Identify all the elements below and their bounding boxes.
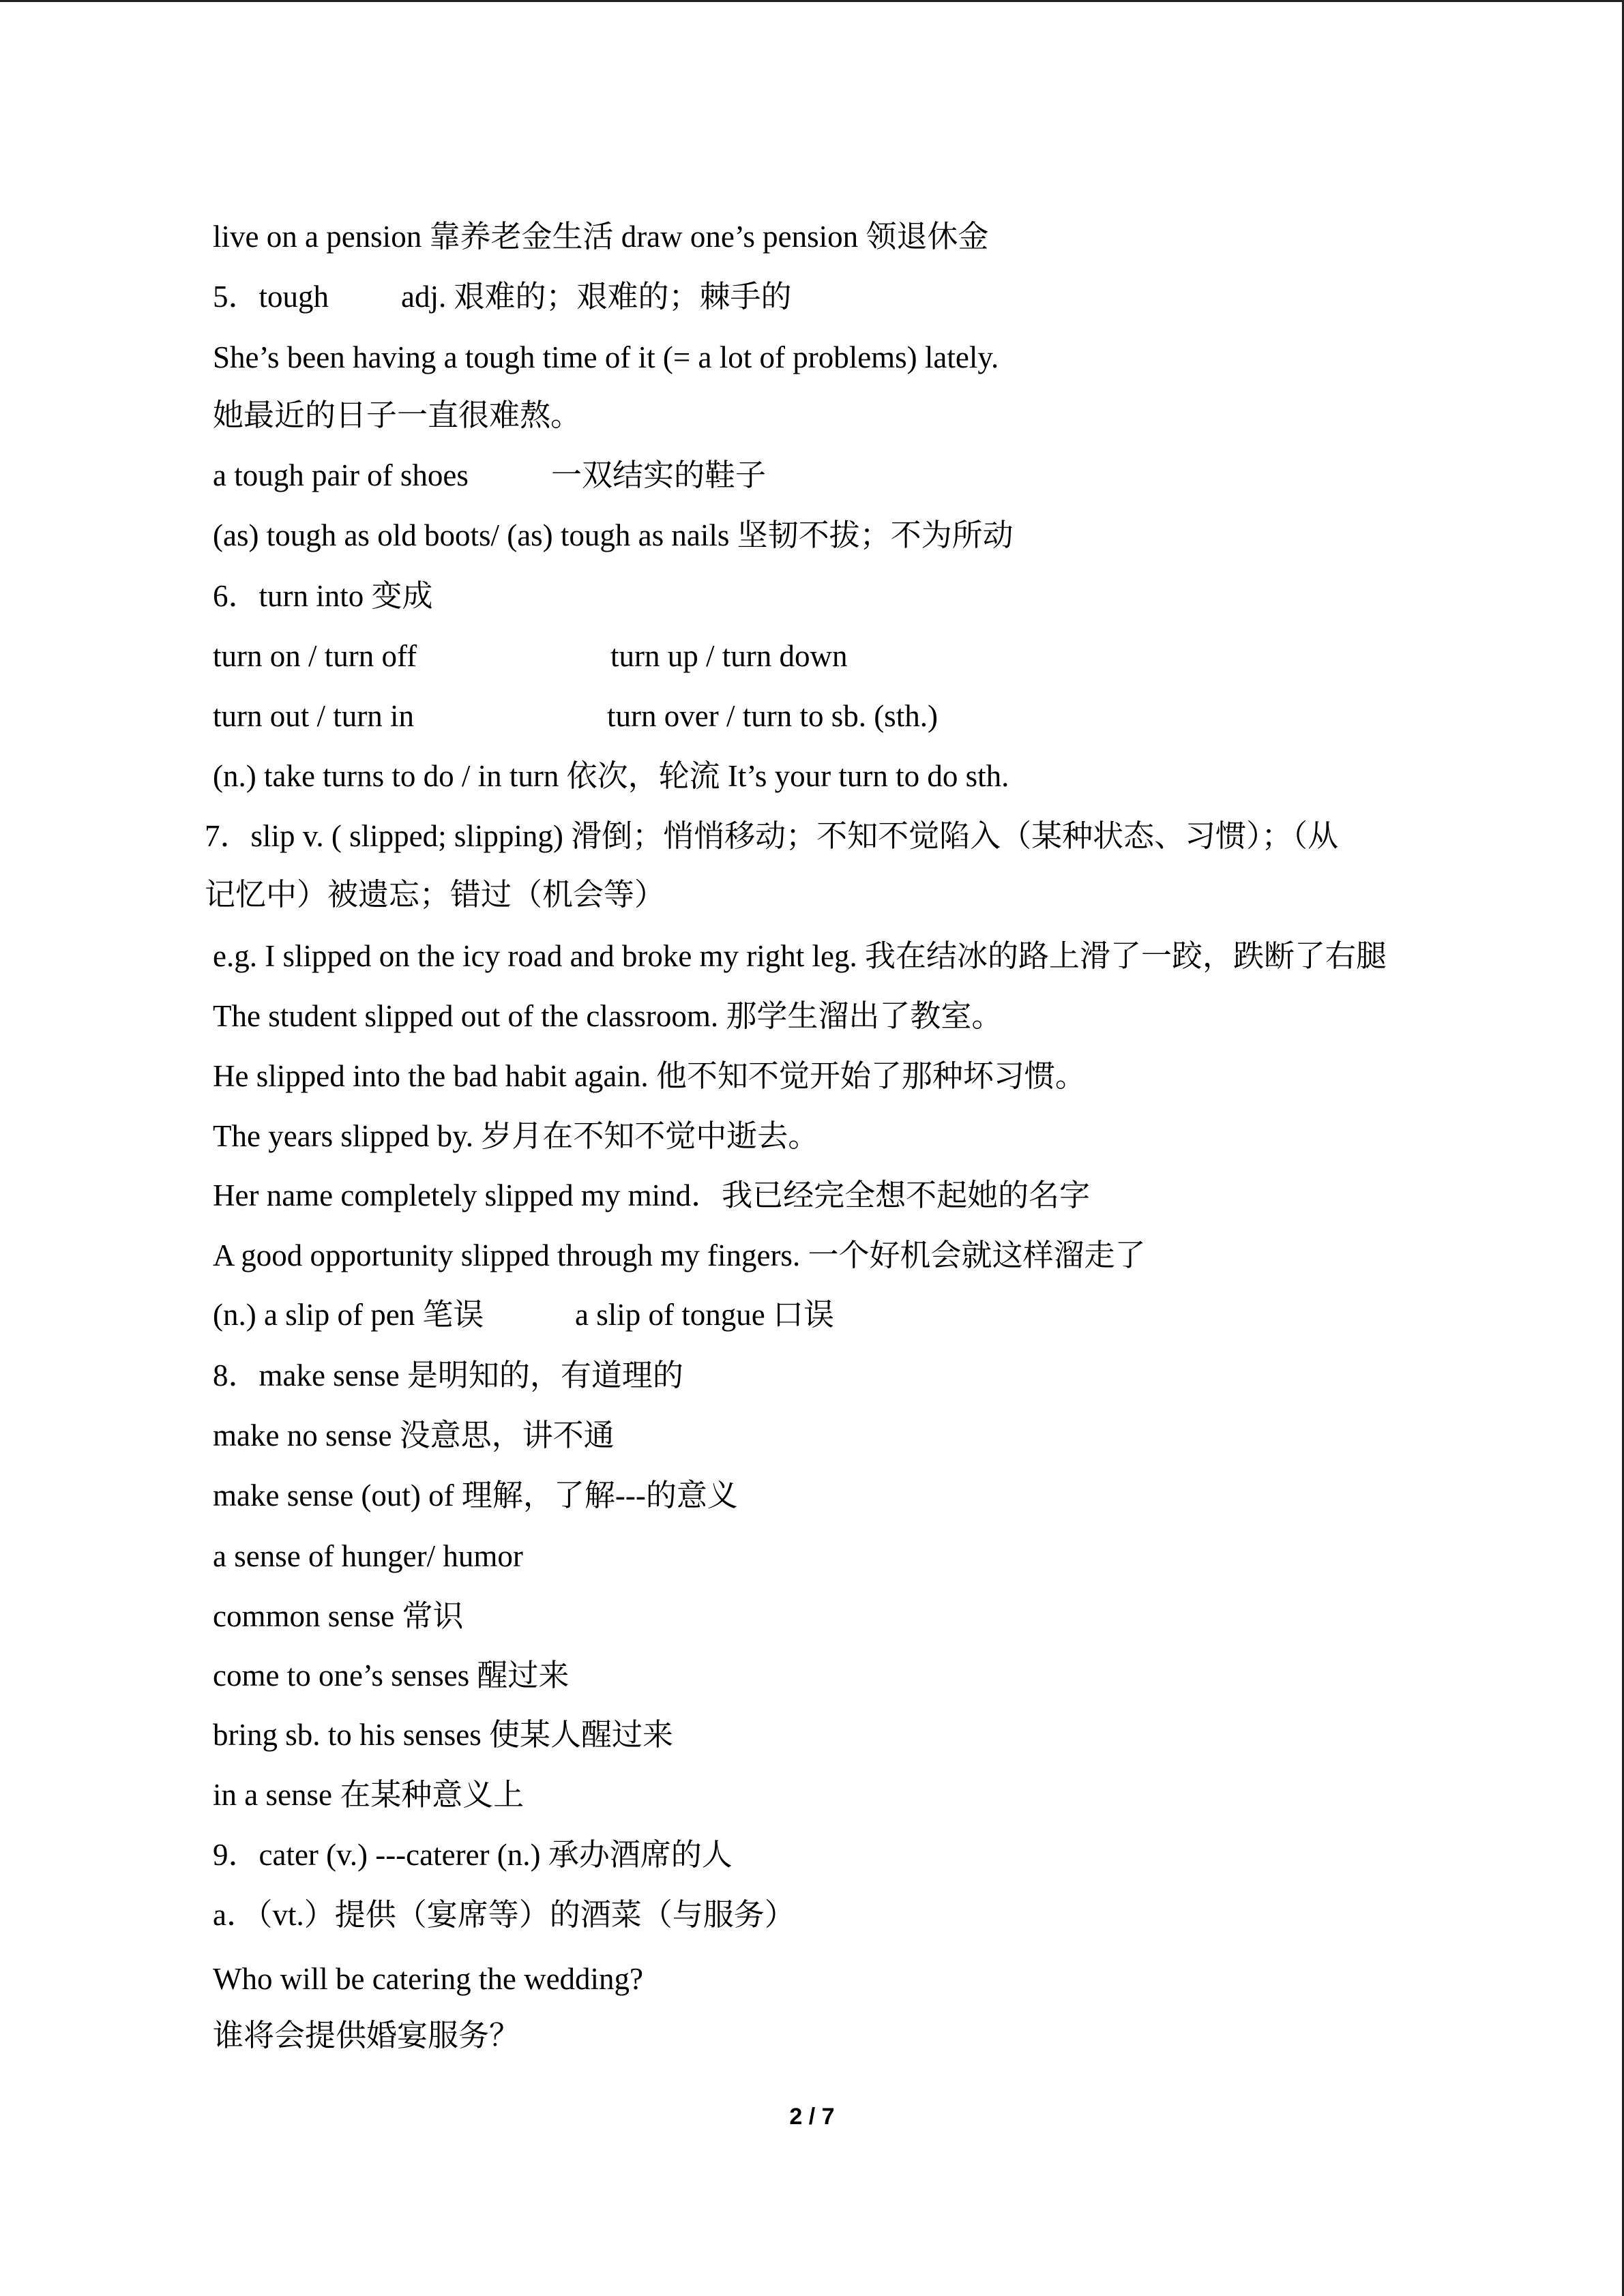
text-line: 5．tough [213, 280, 329, 314]
text-line: 一双结实的鞋子 [551, 458, 767, 492]
text-line: Her name completely slipped my mind．我已经完全想不起她的名字 [213, 1178, 1091, 1212]
text-line: (n.) a slip of pen 笔误 [213, 1298, 484, 1332]
text-line: The years slipped by. 岁月在不知不觉中逝去。 [213, 1119, 819, 1153]
text-line: She’s been having a tough time of it (= a lot of problems) lately. [213, 340, 999, 374]
text-line: make no sense 没意思，讲不通 [213, 1418, 615, 1452]
text-line: 谁将会提供婚宴服务？ [213, 2018, 520, 2053]
text-line: turn up / turn down [610, 639, 848, 673]
text-line: The student slipped out of the classroom. 那学生溜出了教室。 [213, 999, 1003, 1033]
text-line: 9．cater (v.) ---caterer (n.) 承办酒席的人 [213, 1838, 733, 1872]
top-border [0, 0, 1624, 2]
text-line: turn over / turn to sb. (sth.) [607, 699, 938, 733]
text-line: (n.) take turns to do / in turn 依次，轮流 It’s your turn to do sth. [213, 759, 1009, 793]
text-line: a tough pair of shoes [213, 458, 469, 492]
text-line: a sense of hunger/ humor [213, 1539, 523, 1573]
text-line: bring sb. to his senses 使某人醒过来 [213, 1718, 674, 1752]
text-line: turn out / turn in [213, 699, 414, 733]
text-line: 她最近的日子一直很难熬。 [213, 398, 582, 432]
text-line: turn on / turn off [213, 639, 417, 673]
text-line: (as) tough as old boots/ (as) tough as nails 坚韧不拔；不为所动 [213, 518, 1014, 552]
page-number: 2 / 7 [789, 2104, 835, 2130]
text-line: come to one’s senses 醒过来 [213, 1658, 570, 1693]
text-line: 记忆中）被遗忘；错过（机会等） [205, 878, 666, 912]
text-line: 7．slip v. ( slipped; slipping) 滑倒；悄悄移动；不知不觉陷入（某种状态、习惯）；（从 [205, 819, 1339, 853]
text-line: make sense (out) of 理解，了解---的意义 [213, 1478, 738, 1512]
text-line: adj. 艰难的；艰难的；棘手的 [401, 280, 792, 314]
text-line: 6．turn into 变成 [213, 579, 433, 613]
text-line: He slipped into the bad habit again. 他不知不觉开始了那种坏习惯。 [213, 1059, 1086, 1093]
text-line: e.g. I slipped on the icy road and broke my right leg. 我在结冰的路上滑了一跤，跌断了右腿 [213, 939, 1387, 973]
text-line: a slip of tongue 口误 [575, 1298, 834, 1332]
text-line: Who will be catering the wedding? [213, 1962, 644, 1996]
text-line: a．（vt.）提供（宴席等）的酒菜（与服务） [213, 1898, 795, 1932]
text-line: common sense 常识 [213, 1599, 464, 1633]
text-line: in a sense 在某种意义上 [213, 1778, 525, 1812]
text-line: live on a pension 靠养老金生活 draw one’s pension 领退休金 [213, 220, 989, 254]
text-line: A good opportunity slipped through my fingers. 一个好机会就这样溜走了 [213, 1238, 1146, 1272]
text-line: 8．make sense 是明知的，有道理的 [213, 1358, 683, 1392]
